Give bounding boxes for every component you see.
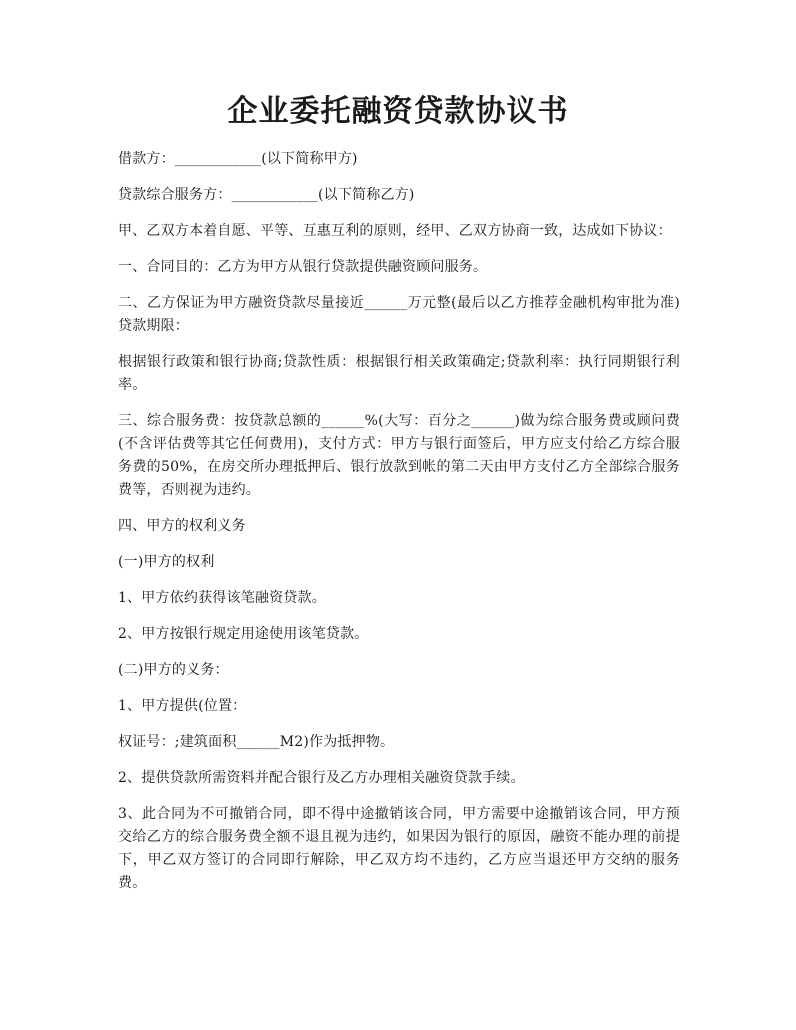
paragraph-obligation-3: 3、此合同为不可撤销合同，即不得中途撤销该合同，甲方需要中途撤销该合同，甲方预交给乙方的综合服务费全额不退且视为违约，如果因为银行的原因，融资不能办理的前提下，甲乙双方签订的合同即行解除，甲乙双方均不违约，乙方应当退还甲方交纳的服务费。 <box>118 806 680 891</box>
paragraph-right-1: 1、甲方依约获得该笔融资贷款。 <box>118 590 326 606</box>
paragraph-obligation-1: 1、甲方提供(位置： <box>118 698 247 714</box>
paragraph-borrower: 借款方：____________(以下简称甲方) <box>118 151 358 167</box>
document-body <box>118 148 680 908</box>
paragraph-obligation-2: 2、提供贷款所需资料并配合银行及乙方办理相关融资贷款手续。 <box>118 770 525 786</box>
paragraph-rights-heading: (一)甲方的权利 <box>118 554 215 570</box>
paragraph-right-2: 2、甲方按银行规定用途使用该笔贷款。 <box>118 626 369 642</box>
paragraph-preamble: 甲、乙双方本着自愿、平等、互惠互利的原则，经甲、乙双方协商一致，达成如下协议： <box>118 223 672 239</box>
document-title: 企业委托融资贷款协议书 <box>227 94 569 129</box>
paragraph-clause-1: 一、合同目的：乙方为甲方从银行贷款提供融资顾问服务。 <box>118 259 488 275</box>
paragraph-clause-3: 三、综合服务费：按贷款总额的______%(大写：百分之______)做为综合服务费或顾问费(不含评估费等其它任何费用)，支付方式：甲方与银行面签后，甲方应支付给乙方综合服务费的50%，在房交所办理抵押后、银行放款到帐的第二天由甲方支付乙方全部综合服务费等，否则视为违约。 <box>118 413 680 498</box>
paragraph-clause-2: 二、乙方保证为甲方融资贷款尽量接近______万元整(最后以乙方推荐金融机构审批为准)贷款期限： <box>118 295 680 334</box>
paragraph-obligations-heading: (二)甲方的义务： <box>118 662 229 678</box>
paragraph-loan-terms: 根据银行政策和银行协商;贷款性质：根据银行相关政策确定;贷款利率：执行同期银行利率。 <box>118 354 680 393</box>
paragraph-property-cert: 权证号：;建筑面积______M2)作为抵押物。 <box>118 734 395 750</box>
paragraph-clause-4-heading: 四、甲方的权利义务 <box>118 518 246 534</box>
paragraph-service-party: 贷款综合服务方：____________(以下简称乙方) <box>118 187 415 203</box>
